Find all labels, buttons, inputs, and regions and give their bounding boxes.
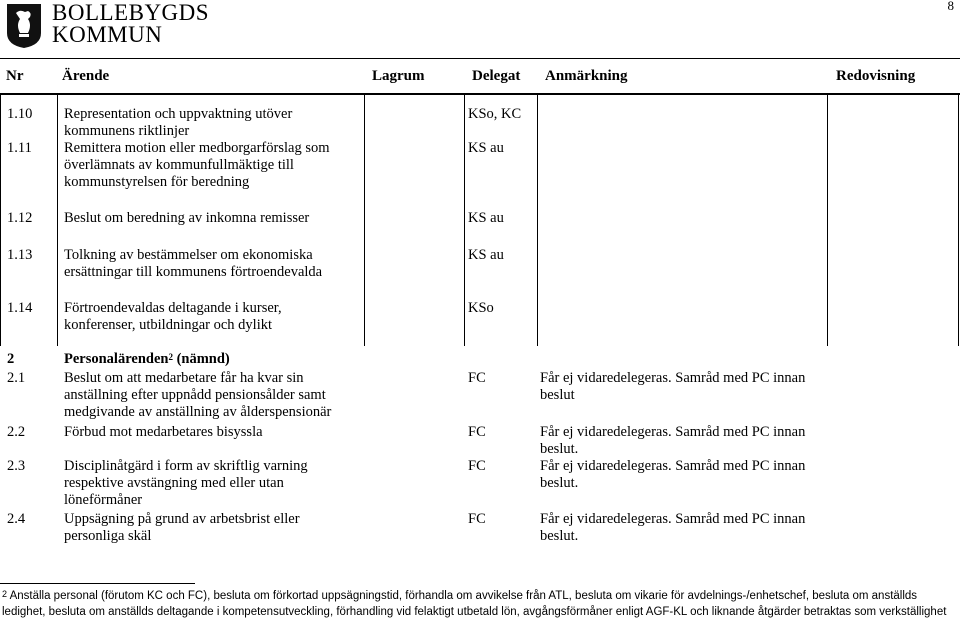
row-arende: Beslut om beredning av inkomna remisser [64,210,310,226]
row-anmarkning: Får ej vidaredelegeras. Samråd med PC innan beslut. [540,424,806,457]
row-anmarkning: Får ej vidaredelegeras. Samråd med PC innan beslut. [540,511,806,544]
grid-line [827,94,828,346]
row-arende: Uppsägning på grund av arbetsbrist eller personliga skäl [64,511,300,544]
row-arende: Förtroendevaldas deltagande i kurser, konferenser, utbildningar och dylikt [64,300,282,333]
row-nr: 1.11 [7,140,32,156]
row-nr: 1.14 [7,300,33,316]
row-delegat: FC [468,458,486,474]
col-delegat: Delegat [472,68,521,84]
col-anmarkning: Anmärkning [545,68,628,84]
row-arende: Förbud mot medarbetares bisyssla [64,424,263,440]
logo-line-1: BOLLEBYGDS [52,0,210,25]
row-nr: 1.12 [7,210,33,226]
col-redovisning: Redovisning [836,68,916,84]
col-nr: Nr [6,68,24,84]
row-delegat: KS au [468,247,504,263]
grid-line [958,94,959,346]
row-nr: 2.2 [7,424,26,440]
table-header [0,58,960,95]
col-lagrum: Lagrum [372,68,425,84]
row-delegat: KSo, KC [468,106,522,122]
row-anmarkning: Får ej vidaredelegeras. Samråd med PC innan beslut [540,370,806,403]
row-arende: Disciplinåtgärd i form av skriftlig varning respektive avstängning med eller utan löneförmåner [64,458,308,508]
footnote-separator [0,583,195,584]
grid-line [57,94,58,346]
footnote: $^2$ Anställa personal (förutom KC och FC), besluta om förkortad uppsägningstid, förhandla om avvikelse från ATL, besluta om vikarie för avdelnings-/enhetschef, besluta om anställds ledighet, besluta om anställds deltagande i kompetensutveckling, förhandling vid felaktigt utbetald lön, avgångsförmåner enligt AGF-KL och liknande åtgärder betraktas som verkställighet [2,589,947,618]
grid-line [464,94,465,346]
grid-line [0,94,1,346]
row-delegat: FC [468,424,486,440]
row-nr: 2.4 [7,511,26,527]
municipality-name [52,2,209,46]
row-delegat: KS au [468,210,504,226]
row-delegat: FC [468,511,486,527]
section-title: Personalärenden$^2$ (nämnd) [64,351,230,367]
grid-line [537,94,538,346]
row-nr: 1.13 [7,247,33,263]
row-arende: Representation och uppvaktning utöver kommunens riktlinjer [64,106,293,139]
row-delegat: FC [468,370,486,386]
row-delegat: KSo [468,300,494,316]
row-anmarkning: Får ej vidaredelegeras. Samråd med PC innan beslut. [540,458,806,491]
col-arende: Ärende [62,68,110,84]
row-nr: 1.10 [7,106,33,122]
row-nr: 2.3 [7,458,26,474]
row-delegat: KS au [468,140,504,156]
row-nr: 2.1 [7,370,26,386]
logo-line-2: KOMMUN [52,22,163,47]
grid-line [364,94,365,346]
row-arende: Tolkning av bestämmelser om ekonomiska ersättningar till kommunens förtroendevalda [64,247,323,280]
page-number: 8 [947,0,954,13]
row-arende: Beslut om att medarbetare får ha kvar sin anställning efter uppnådd pensionsålder samt medgivande av anställning av ålderspensionär [64,370,332,420]
municipality-logo-icon [6,3,42,49]
section-number: 2 [7,351,15,367]
row-arende: Remittera motion eller medborgarförslag som överlämnats av kommunfullmäktige till kommunstyrelsen för beredning [64,140,330,190]
